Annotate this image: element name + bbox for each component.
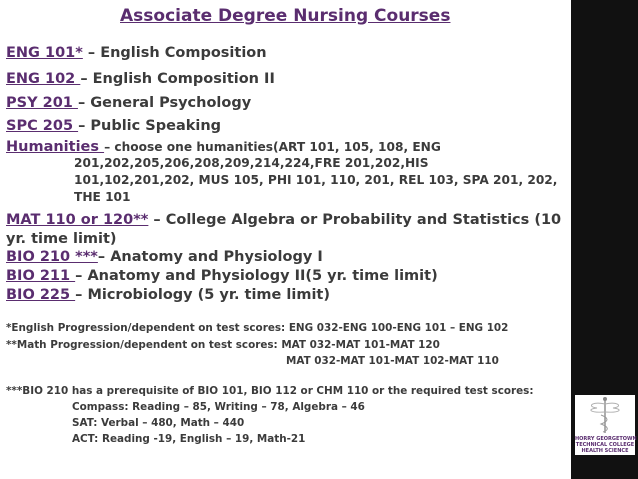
note-bio-prerequisite: ***BIO 210 has a prerequisite of BIO 101, BIO 112 or CHM 110 or the required test scores: — [6, 385, 534, 397]
course-desc: – Anatomy and Physiology II(5 yr. time limit) — [75, 268, 438, 284]
course-code: PSY 201 — [6, 95, 78, 111]
humanities-options — [74, 155, 569, 206]
humanities-line: 101,102,201,202, MUS 105, PHI 101, 110, 201, REL 103, SPA 201, 202, — [74, 173, 558, 187]
humanities-line: 201,202,205,206,208,209,214,224,FRE 201,202,HIS — [74, 156, 429, 170]
course-desc: – Anatomy and Physiology I — [97, 249, 323, 265]
course-bio-210 — [6, 248, 323, 267]
course-code: ENG 102 — [6, 71, 81, 87]
course-code: MAT 110 or 120** — [6, 212, 149, 228]
note-act-scores: ACT: Reading -19, English – 19, Math-21 — [72, 433, 306, 445]
course-code: SPC 205 — [6, 118, 79, 134]
note-compass-scores: Compass: Reading – 85, Writing – 78, Algebra – 46 — [72, 401, 365, 413]
course-spc-205 — [6, 117, 221, 136]
college-logo — [575, 395, 635, 455]
course-desc: – English Composition II — [80, 71, 275, 87]
course-bio-211 — [6, 267, 438, 286]
course-code: ENG 101* — [6, 45, 83, 61]
course-bio-225 — [6, 286, 330, 305]
logo-line: HEALTH SCIENCE — [581, 448, 629, 454]
course-psy-201 — [6, 94, 251, 113]
course-desc: – English Composition — [82, 45, 267, 61]
page-title: Associate Degree Nursing Courses — [120, 6, 451, 26]
course-code: BIO 211 — [6, 268, 76, 284]
course-desc: – Public Speaking — [78, 118, 222, 134]
course-eng-101 — [6, 44, 267, 63]
course-desc: – General Psychology — [77, 95, 252, 111]
note-math-progression-alt: MAT 032-MAT 101-MAT 102-MAT 110 — [286, 355, 499, 367]
course-code: BIO 225 — [6, 287, 76, 303]
note-english-progression: *English Progression/dependent on test scores: ENG 032-ENG 100-ENG 101 – ENG 102 — [6, 322, 509, 334]
course-eng-102 — [6, 70, 275, 89]
course-desc: – College Algebra or Probability and Statistics (10 yr. time limit) — [6, 212, 562, 247]
note-math-progression: **Math Progression/dependent on test scores: MAT 032-MAT 101-MAT 120 — [6, 339, 440, 351]
caduceus-icon — [575, 395, 635, 435]
logo-line: TECHNICAL COLLEGE — [575, 442, 635, 448]
logo-line: HORRY GEORGETOWN — [575, 436, 637, 442]
course-code: BIO 210 *** — [6, 249, 98, 265]
course-mat — [6, 211, 566, 248]
course-desc: – choose one humanities(ART 101, 105, 108, ENG — [104, 140, 441, 154]
course-desc: – Microbiology (5 yr. time limit) — [75, 287, 330, 303]
humanities-line: THE 101 — [74, 190, 131, 204]
course-code: Humanities — [6, 139, 105, 155]
note-sat-scores: SAT: Verbal – 480, Math – 440 — [72, 417, 245, 429]
